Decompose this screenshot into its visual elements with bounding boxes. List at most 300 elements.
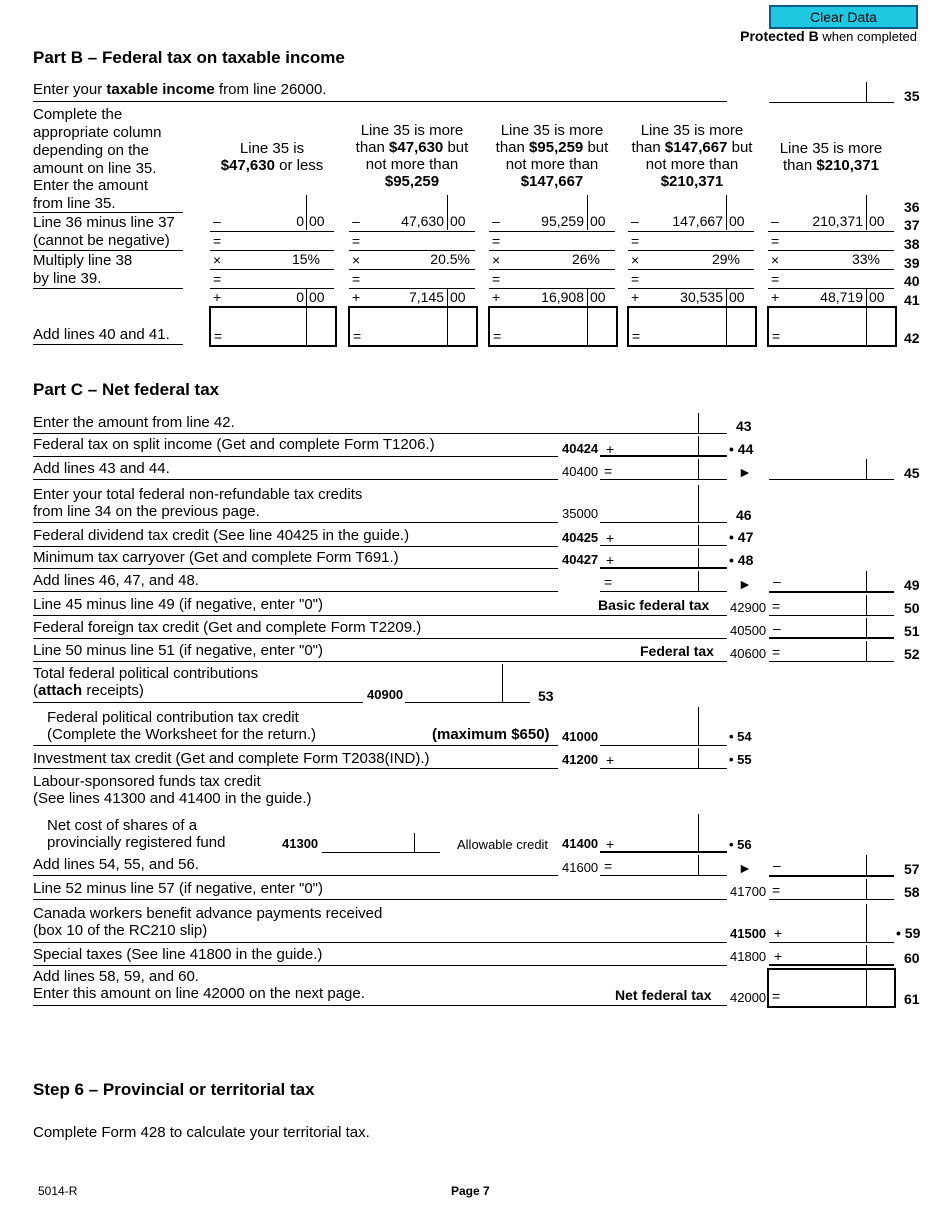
label-line: provincially registered fund xyxy=(47,834,226,851)
line-56-label xyxy=(33,773,312,807)
rule xyxy=(33,591,558,592)
line-42-box[interactable] xyxy=(767,306,897,347)
line-42-box[interactable] xyxy=(348,306,478,347)
divider xyxy=(447,289,448,306)
rule xyxy=(769,875,894,877)
col-head-line: Line 35 is more xyxy=(500,122,604,139)
label-line: Line 36 minus line 37 xyxy=(33,214,175,231)
divider xyxy=(726,308,727,345)
line-number: • 59 xyxy=(896,925,921,941)
line-number: • 47 xyxy=(729,529,754,545)
allowable-credit-label: Allowable credit xyxy=(457,837,549,852)
op-plus: + xyxy=(213,289,222,305)
net-federal-tax-label: Net federal tax xyxy=(615,987,712,1003)
col-head-amount: $210,371 xyxy=(816,157,879,174)
divider xyxy=(866,308,867,345)
code-41300: 41300 xyxy=(282,836,319,851)
rule xyxy=(600,479,727,480)
code-35000: 35000 xyxy=(562,506,599,521)
divider xyxy=(306,213,307,230)
line-number: 57 xyxy=(904,861,920,877)
rule xyxy=(600,455,727,457)
line-45-field[interactable] xyxy=(769,459,894,479)
divider xyxy=(866,571,867,591)
arrow-right-icon: ► xyxy=(738,464,752,480)
arrow-right-icon: ► xyxy=(738,860,752,876)
code-41000: 41000 xyxy=(562,729,599,744)
line-38-field[interactable] xyxy=(228,232,332,249)
rule xyxy=(33,250,183,251)
label-line: Enter your total federal non-refundable tax credits xyxy=(33,486,363,503)
divider xyxy=(866,213,867,230)
label-line: (See lines 41300 and 41400 in the guide.) xyxy=(33,790,312,807)
divider xyxy=(414,833,415,852)
op-equals: = xyxy=(604,574,613,590)
rule xyxy=(769,637,894,639)
code-40900: 40900 xyxy=(367,687,404,702)
line-52-field[interactable] xyxy=(786,641,894,661)
divider xyxy=(587,289,588,306)
rule xyxy=(33,745,558,746)
line-60-label: Special taxes (See line 41800 in the guide.) xyxy=(33,946,323,963)
op-plus: + xyxy=(774,948,783,964)
taxable-income-label xyxy=(33,81,327,98)
line-37-cents: 00 xyxy=(450,213,466,229)
col5-header xyxy=(768,140,894,174)
op-minus: – xyxy=(492,213,500,229)
rule xyxy=(33,522,558,523)
op-minus: – xyxy=(771,213,779,229)
op-equals: = xyxy=(492,233,501,249)
label-bold: attach xyxy=(38,682,83,699)
divider xyxy=(698,814,699,852)
label-line: Total federal political contributions xyxy=(33,665,259,682)
rule xyxy=(33,615,727,616)
label-line: Enter this amount on line 42000 on the next page. xyxy=(33,985,365,1002)
code-40400: 40400 xyxy=(562,464,599,479)
label-line: Net cost of shares of a xyxy=(47,817,198,834)
op-plus: + xyxy=(606,752,615,768)
label-line: (box 10 of the RC210 slip) xyxy=(33,922,208,939)
op-plus: + xyxy=(352,289,361,305)
divider xyxy=(698,748,699,768)
rule xyxy=(33,456,558,457)
divider xyxy=(306,308,307,345)
code-41700: 41700 xyxy=(730,884,767,899)
divider xyxy=(866,904,867,942)
label-line: (Complete the Worksheet for the return.) xyxy=(47,726,317,743)
line-number: 38 xyxy=(904,236,920,252)
divider xyxy=(502,664,503,702)
line-38-field[interactable] xyxy=(786,232,892,249)
divider xyxy=(866,945,867,964)
op-times: × xyxy=(771,252,780,268)
divider xyxy=(306,195,307,213)
col3-header xyxy=(489,122,615,190)
line-53-field[interactable] xyxy=(405,664,501,702)
line-40-field[interactable] xyxy=(367,270,473,287)
divider xyxy=(866,595,867,615)
divider xyxy=(866,641,867,661)
line-37-cents: 00 xyxy=(869,213,885,229)
code-40500: 40500 xyxy=(730,623,767,638)
line-49-field[interactable] xyxy=(786,571,894,591)
op-equals: = xyxy=(352,271,361,287)
line-60-field[interactable] xyxy=(786,945,894,964)
line-45-label: Add lines 43 and 44. xyxy=(33,460,170,477)
line-number: 49 xyxy=(904,577,920,593)
rule xyxy=(33,1005,727,1006)
op-equals: = xyxy=(492,271,501,287)
col1-header xyxy=(210,140,334,174)
protected-suffix: when completed xyxy=(818,29,917,44)
col-head-line: not more than xyxy=(365,156,459,173)
rule xyxy=(33,965,727,966)
line-41-value: 7,145 xyxy=(408,289,444,305)
op-equals: = xyxy=(604,463,613,479)
line-57-label: Add lines 54, 55, and 56. xyxy=(33,856,199,873)
rule xyxy=(33,875,558,876)
line-46-field[interactable] xyxy=(600,485,696,521)
op-equals: = xyxy=(213,271,222,287)
code-40600: 40600 xyxy=(730,646,767,661)
col-head-than: than xyxy=(631,139,665,156)
protected-notice xyxy=(740,28,917,44)
rule xyxy=(33,568,558,569)
op-equals: = xyxy=(772,644,781,660)
line-35-field[interactable] xyxy=(769,82,894,102)
code-42000: 42000 xyxy=(730,990,767,1005)
line-number: 35 xyxy=(904,88,920,104)
line-number: 52 xyxy=(904,646,920,662)
taxable-pre: Enter your xyxy=(33,81,107,98)
line-number: 61 xyxy=(904,991,920,1007)
line-37-cents: 00 xyxy=(309,213,325,229)
op-minus: – xyxy=(773,620,781,636)
op-plus: + xyxy=(631,289,640,305)
col-head-but: but xyxy=(583,139,609,156)
line-41-cents: 00 xyxy=(729,289,745,305)
op-equals: = xyxy=(353,328,362,344)
line-48-field[interactable] xyxy=(618,548,696,567)
label-line: Labour-sponsored funds tax credit xyxy=(33,773,261,790)
instruction-line: depending on the xyxy=(33,142,149,159)
cents-divider xyxy=(866,82,867,102)
taxable-post: from line 26000. xyxy=(214,81,327,98)
rule xyxy=(600,768,727,769)
arrow-right-icon: ► xyxy=(738,576,752,592)
line-39-rate: 20.5% xyxy=(430,251,470,267)
op-equals: = xyxy=(772,882,781,898)
op-times: × xyxy=(352,252,361,268)
col-head-but: but xyxy=(727,139,753,156)
code-40425: 40425 xyxy=(562,530,599,545)
divider xyxy=(447,213,448,230)
code-41200: 41200 xyxy=(562,752,599,767)
line-61-field[interactable] xyxy=(767,968,896,1008)
line-number: 58 xyxy=(904,884,920,900)
col-head-line: Line 35 is more xyxy=(360,122,464,139)
line-40-field[interactable] xyxy=(786,270,892,287)
rule xyxy=(769,661,894,662)
col-head-line: Line 35 is more xyxy=(779,140,883,157)
enter-amount-label xyxy=(33,177,148,213)
line-55-label: Investment tax credit (Get and complete Form T2038(IND).) xyxy=(33,750,430,767)
line-57-left-field[interactable] xyxy=(618,855,696,874)
line-38-field[interactable] xyxy=(507,232,613,249)
page-number: Page 7 xyxy=(451,1184,490,1198)
rule xyxy=(769,899,894,900)
divider xyxy=(866,289,867,306)
rule xyxy=(322,852,440,853)
label-pre: ( xyxy=(33,682,38,699)
code-41600: 41600 xyxy=(562,860,599,875)
line-48-label: Minimum tax carryover (Get and complete Form T691.) xyxy=(33,549,399,566)
line-42-label: Add lines 40 and 41. xyxy=(33,326,170,343)
op-equals: = xyxy=(771,271,780,287)
divider xyxy=(698,855,699,875)
divider xyxy=(587,213,588,230)
line-44-field[interactable] xyxy=(618,436,696,455)
line-59-field[interactable] xyxy=(786,904,894,942)
divider xyxy=(866,879,867,899)
code-40424: 40424 xyxy=(562,441,599,456)
line-number: 39 xyxy=(904,255,920,271)
op-equals: = xyxy=(352,233,361,249)
line-61-label xyxy=(33,968,365,1002)
line-51-label: Federal foreign tax credit (Get and complete Form T2209.) xyxy=(33,619,422,636)
line-number: 37 xyxy=(904,217,920,233)
col-head-line: not more than xyxy=(645,156,739,173)
col-head-amount: $147,667 xyxy=(664,139,728,156)
label-line: from line 34 on the previous page. xyxy=(33,503,260,520)
form-id: 5014-R xyxy=(38,1184,78,1198)
op-minus: – xyxy=(773,573,781,589)
op-plus: + xyxy=(606,530,615,546)
line-38-field[interactable] xyxy=(646,232,752,249)
line-37-value: 47,630 xyxy=(401,213,444,229)
line-56-field[interactable] xyxy=(618,814,696,852)
instruction-line: Complete the xyxy=(33,106,123,123)
rule xyxy=(600,875,727,876)
op-minus: – xyxy=(773,857,781,873)
col-head-line: Line 35 is more xyxy=(640,122,744,139)
divider xyxy=(866,970,867,1006)
col-head-post: or less xyxy=(274,157,324,174)
rule xyxy=(33,702,363,703)
op-equals: = xyxy=(631,233,640,249)
line-43-label: Enter the amount from line 42. xyxy=(33,414,235,431)
line-41-cents: 00 xyxy=(309,289,325,305)
divider xyxy=(866,459,867,479)
max-credit-label: (maximum $650) xyxy=(432,726,550,743)
basic-federal-tax-label: Basic federal tax xyxy=(598,597,710,613)
line-38-field[interactable] xyxy=(367,232,473,249)
line-37-value: 210,371 xyxy=(812,213,863,229)
label-line: by line 39. xyxy=(33,270,102,287)
col-head-amount: $95,259 xyxy=(529,139,584,156)
line-number: • 48 xyxy=(729,552,754,568)
rule xyxy=(600,522,727,523)
line-number: 36 xyxy=(904,199,920,215)
divider xyxy=(698,413,699,433)
code-41500: 41500 xyxy=(730,926,767,941)
op-equals: = xyxy=(772,988,781,1004)
rule xyxy=(405,702,530,703)
part-b-subtitle: – Federal tax on taxable income xyxy=(83,48,345,67)
rule xyxy=(33,212,183,213)
line-number: 51 xyxy=(904,623,920,639)
rule xyxy=(600,545,727,546)
line-number: 50 xyxy=(904,600,920,616)
line-41-value: 48,719 xyxy=(820,289,863,305)
line-43-field[interactable] xyxy=(600,413,696,433)
taxable-bold: taxable income xyxy=(106,81,215,98)
rule xyxy=(33,344,183,345)
op-equals: = xyxy=(632,328,641,344)
col-head-amount: $95,259 xyxy=(384,173,440,190)
line-47-field[interactable] xyxy=(618,525,696,544)
divider xyxy=(447,195,448,213)
op-equals: = xyxy=(772,598,781,614)
divider xyxy=(698,485,699,522)
line-42-box[interactable] xyxy=(627,306,757,347)
divider xyxy=(866,855,867,875)
op-equals: = xyxy=(604,858,613,874)
col-head-than: than xyxy=(495,139,530,156)
divider xyxy=(726,195,727,213)
line-41-value: 16,908 xyxy=(541,289,584,305)
divider xyxy=(698,459,699,479)
step-6-instruction: Complete Form 428 to calculate your territorial tax. xyxy=(33,1124,370,1141)
rule xyxy=(600,851,727,853)
line-58-field[interactable] xyxy=(786,879,894,899)
op-minus: – xyxy=(352,213,360,229)
line-41300-field[interactable] xyxy=(322,833,413,852)
line-58-label: Line 52 minus line 57 (if negative, enter "0") xyxy=(33,880,323,897)
line-41-value: 0 xyxy=(296,289,304,305)
line-41300-label xyxy=(47,817,225,851)
op-equals: = xyxy=(213,233,222,249)
part-b-title xyxy=(33,48,345,68)
line-42-box[interactable] xyxy=(488,306,618,347)
line-41-cents: 00 xyxy=(869,289,885,305)
line-number: 60 xyxy=(904,950,920,966)
op-plus: + xyxy=(606,441,615,457)
op-equals: = xyxy=(631,271,640,287)
label-line: (cannot be negative) xyxy=(33,232,170,249)
line-55-field[interactable] xyxy=(618,748,696,767)
col-head-but: but xyxy=(443,139,469,156)
line-number: 46 xyxy=(736,507,752,523)
op-equals: = xyxy=(772,328,781,344)
divider xyxy=(726,213,727,230)
col-head-amount: $47,630 xyxy=(389,139,444,156)
line-37-value: 0 xyxy=(296,213,304,229)
line-37-label xyxy=(33,214,175,250)
code-42900: 42900 xyxy=(730,600,767,615)
line-37-cents: 00 xyxy=(729,213,745,229)
op-plus: + xyxy=(606,836,615,852)
label-line: Multiply line 38 xyxy=(33,252,133,269)
part-c-title: Part C – Net federal tax xyxy=(33,380,220,399)
line-49-left-field[interactable] xyxy=(618,571,696,590)
op-times: × xyxy=(492,252,501,268)
divider xyxy=(698,571,699,591)
line-number: • 54 xyxy=(729,729,752,744)
op-minus: – xyxy=(213,213,221,229)
line-39-rate: 33% xyxy=(851,251,880,267)
line-40-field[interactable] xyxy=(228,270,332,287)
line-54-label xyxy=(47,709,316,743)
rule xyxy=(33,546,558,547)
line-54-field[interactable] xyxy=(600,707,696,745)
divider xyxy=(698,436,699,455)
op-minus: – xyxy=(631,213,639,229)
line-42-box[interactable] xyxy=(209,306,337,347)
line-52-label: Line 50 minus line 51 (if negative, enter "0") xyxy=(33,642,323,659)
line-number: 42 xyxy=(904,330,920,346)
col2-header xyxy=(349,122,475,190)
line-37-value: 95,259 xyxy=(541,213,584,229)
col-head-amount: $147,667 xyxy=(520,173,584,190)
divider xyxy=(866,618,867,637)
line-50-field[interactable] xyxy=(786,595,894,615)
rule xyxy=(33,768,558,769)
part-b-label: Part B xyxy=(33,48,84,67)
line-41-cents: 00 xyxy=(450,289,466,305)
rule xyxy=(33,433,727,434)
line-number: 45 xyxy=(904,465,920,481)
rule xyxy=(33,942,727,943)
line-39-rate: 29% xyxy=(711,251,740,267)
line-number: 41 xyxy=(904,292,920,308)
line-40-field[interactable] xyxy=(507,270,613,287)
divider xyxy=(698,525,699,545)
line-number: • 55 xyxy=(729,752,752,767)
divider xyxy=(698,707,699,745)
line-50-label: Line 45 minus line 49 (if negative, enter "0") xyxy=(33,596,323,613)
rule xyxy=(33,638,727,639)
line-number: 53 xyxy=(538,688,554,704)
col-head-than: than xyxy=(783,157,817,174)
rule xyxy=(769,479,894,480)
col4-header xyxy=(626,122,758,190)
label-line: Add lines 58, 59, and 60. xyxy=(33,968,199,985)
line-40-field[interactable] xyxy=(646,270,752,287)
divider xyxy=(866,195,867,213)
line-57-field[interactable] xyxy=(786,855,894,875)
column-instructions xyxy=(33,106,161,178)
rule xyxy=(769,964,894,966)
line-59-label xyxy=(33,905,382,939)
divider xyxy=(587,195,588,213)
clear-data-button[interactable]: Clear Data xyxy=(769,5,918,29)
label-line: Canada workers benefit advance payments received xyxy=(33,905,383,922)
rule xyxy=(769,102,894,103)
col-head-amount: $210,371 xyxy=(660,173,724,190)
op-equals: = xyxy=(493,328,502,344)
op-times: × xyxy=(631,252,640,268)
code-41400: 41400 xyxy=(562,836,599,851)
line-51-field[interactable] xyxy=(786,618,894,637)
divider xyxy=(726,289,727,306)
line-45-left-field[interactable] xyxy=(618,459,696,478)
code-41800: 41800 xyxy=(730,949,767,964)
line-53-label xyxy=(33,665,258,699)
line-number: • 44 xyxy=(729,441,754,457)
federal-tax-label: Federal tax xyxy=(640,643,714,659)
